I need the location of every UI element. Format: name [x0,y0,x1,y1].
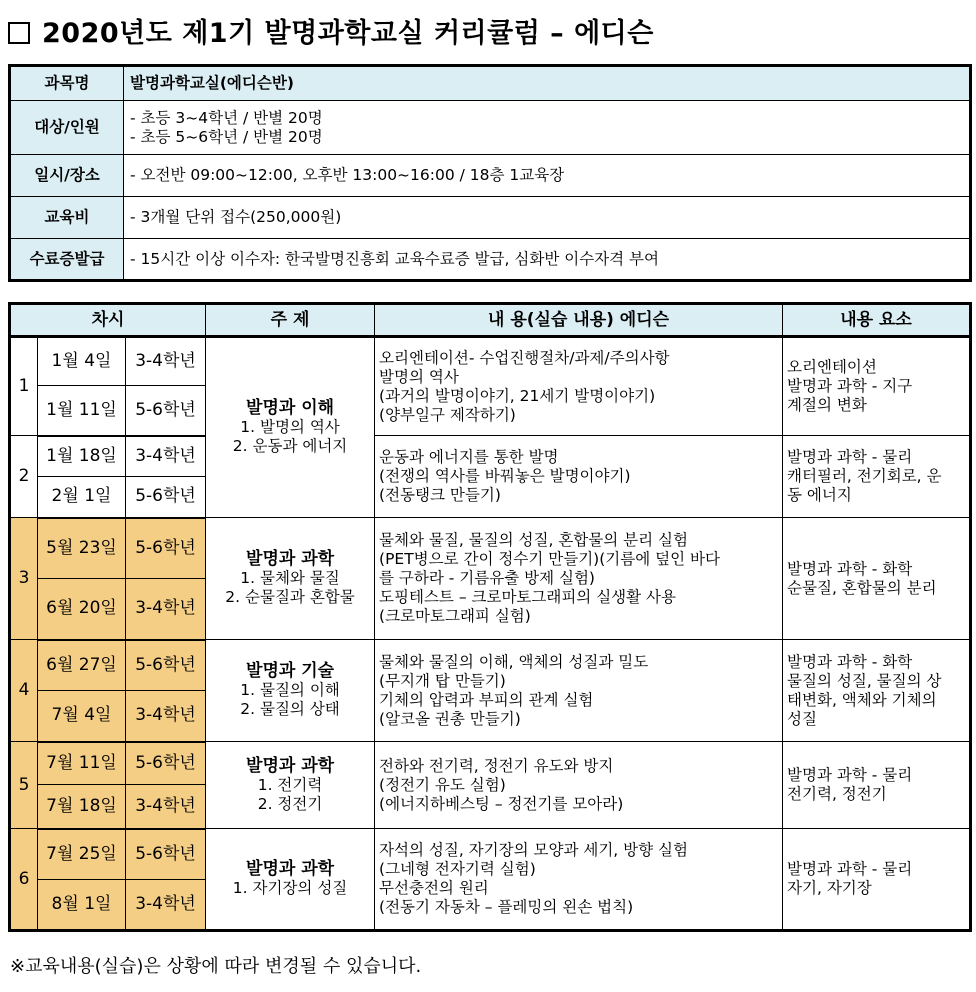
topic-line: 1. 전기력 [257,775,323,794]
session-number: 1 [10,337,38,436]
topic-cell [206,337,375,518]
content-line: 도핑테스트 – 크로마토그래피의 실생활 사용 [379,588,677,606]
element-line: 성질 [787,709,817,728]
topic-line: 1. 물체와 물질 [240,569,340,587]
content-cell [375,640,783,742]
element-line: 캐터필러, 전기회로, 운 [787,467,942,485]
session-grade: 3-4학년 [126,579,206,640]
content-line: (크로마토그래피 실험) [379,607,531,625]
header-session: 차시 [10,304,206,337]
element-line: 발명과 과학 - 화학 [787,652,913,671]
topic-cell [206,742,375,829]
elements-cell [783,337,971,436]
footnote: ※교육내용(실습)은 상황에 따라 변경될 수 있습니다. [10,956,422,977]
page-title-text: 2020년도 제1기 발명과학교실 커리큘럼 – 에디슨 [42,18,654,49]
topic-title: 발명과 과학 [246,549,335,569]
fee-label: 교육비 [10,197,124,239]
table-row [10,518,971,579]
element-line: 발명과 과학 - 물리 [787,448,913,466]
element-line: 오리엔테이션 [787,358,877,376]
topic-cell [206,640,375,742]
topic-line: 1. 물질의 이해 [240,681,340,699]
element-line: 전기력, 정전기 [787,785,887,803]
cert-row [10,239,971,281]
content-line: 기체의 압력과 부피의 관계 실험 [379,690,594,709]
session-grade: 5-6학년 [126,518,206,579]
element-line: 자기, 자기장 [787,879,872,897]
topic-line: 2. 물질의 상태 [240,700,340,718]
content-line: 오리엔테이션- 수업진행절차/과제/주의사항 [379,348,670,367]
elements-cell [783,640,971,742]
session-number: 5 [10,742,38,829]
session-grade: 3-4학년 [126,436,206,477]
subject-row [10,66,971,101]
session-date: 5월 23일 [38,518,126,579]
content-cell [375,829,783,931]
subject-label: 과목명 [10,66,124,101]
topic-title: 발명과 기술 [246,661,335,681]
target-label: 대상/인원 [10,101,124,155]
content-cell [375,518,783,640]
table-row [10,742,971,785]
content-line: (전쟁의 역사를 바꿔놓은 발명이야기) [379,467,631,485]
topic-title: 발명과 이해 [246,398,335,418]
session-number: 2 [10,436,38,518]
session-date: 1월 18일 [38,436,126,477]
session-date: 6월 27일 [38,640,126,691]
session-number: 6 [10,829,38,931]
element-line: 동 에너지 [787,486,852,504]
content-line: (정전기 유도 실험) [379,775,506,794]
session-grade: 5-6학년 [126,829,206,880]
content-line: 발명의 역사 [379,367,459,386]
session-date: 7월 18일 [38,785,126,829]
session-date: 1월 4일 [38,337,126,386]
fee-row [10,197,971,239]
elements-cell [783,436,971,518]
schedule-row [10,155,971,197]
topic-line: 1. 자기장의 성질 [232,879,348,897]
target-line: - 초등 3~4학년 / 반별 20명 [130,108,323,127]
header-content: 내 용(실습 내용) 에디슨 [375,304,783,337]
schedule-value: - 오전반 09:00~12:00, 오후반 13:00~16:00 / 18층 1교육장 [124,155,971,197]
content-line: 무선충전의 원리 [379,879,489,897]
content-line: (에너지하베스팅 – 정전기를 모아라) [379,794,624,813]
topic-line: 2. 정전기 [257,794,323,813]
curriculum-table [8,302,972,932]
target-value [124,101,971,155]
header-topic: 주 제 [206,304,375,337]
session-date: 2월 1일 [38,477,126,518]
content-line: 물체와 물질, 물질의 성질, 혼합물의 분리 실험 [379,531,688,549]
table-row [10,640,971,691]
session-grade: 5-6학년 [126,640,206,691]
checkbox-square-icon [8,22,30,44]
content-line: (무지개 탑 만들기) [379,671,506,690]
table-row [10,337,971,386]
target-line: - 초등 5~6학년 / 반별 20명 [130,127,323,146]
topic-line: 1. 발명의 역사 [240,418,340,436]
subject-value: 발명과학교실(에디슨반) [124,66,971,101]
cert-value: - 15시간 이상 이수자: 한국발명진흥회 교육수료증 발급, 심화반 이수자격 부여 [124,239,971,281]
topic-title: 발명과 과학 [246,859,335,879]
header-elements: 내용 요소 [783,304,971,337]
table-row [10,829,971,880]
element-line: 발명과 과학 - 화학 [787,559,913,578]
session-date: 8월 1일 [38,880,126,931]
content-line: (PET병으로 간이 정수기 만들기)(기름에 덮인 바다 [379,550,720,568]
session-grade: 3-4학년 [126,691,206,742]
content-line: 운동과 에너지를 통한 발명 [379,448,559,466]
elements-cell [783,829,971,931]
topic-cell [206,518,375,640]
content-cell [375,436,783,518]
content-line: (알코올 권총 만들기) [379,709,521,728]
content-cell [375,337,783,436]
topic-line: 2. 운동과 에너지 [232,437,348,455]
target-row [10,101,971,155]
elements-cell [783,518,971,640]
content-line: (그네형 전자기력 실험) [379,860,536,878]
cert-label: 수료증발급 [10,239,124,281]
session-grade: 5-6학년 [126,742,206,785]
topic-title: 발명과 과학 [246,755,335,776]
session-date: 6월 20일 [38,579,126,640]
topic-cell [206,829,375,931]
content-line: (양부일구 제작하기) [379,405,516,424]
page-title [8,12,654,56]
content-line: (전동기 자동차 – 플레밍의 왼손 법칙) [379,898,634,916]
element-line: 순물질, 혼합물의 분리 [787,578,937,597]
fee-value: - 3개월 단위 접수(250,000원) [124,197,971,239]
content-line: 를 구하라 - 기름유출 방제 실험) [379,569,595,587]
schedule-label: 일시/장소 [10,155,124,197]
element-line: 발명과 과학 - 물리 [787,860,913,878]
session-grade: 5-6학년 [126,477,206,518]
session-grade: 3-4학년 [126,337,206,386]
course-info-table [8,64,972,282]
element-line: 발명과 과학 - 물리 [787,766,913,784]
content-line: (과거의 발명이야기, 21세기 발명이야기) [379,386,656,405]
table-row [10,436,971,477]
elements-cell [783,742,971,829]
session-date: 7월 25일 [38,829,126,880]
element-line: 물질의 성질, 물질의 상 [787,671,942,690]
content-line: 자석의 성질, 자기장의 모양과 세기, 방향 실험 [379,841,688,859]
content-line: 물체와 물질의 이해, 액체의 성질과 밀도 [379,652,649,671]
session-grade: 3-4학년 [126,880,206,931]
content-line: (전동탱크 만들기) [379,486,501,504]
session-date: 7월 4일 [38,691,126,742]
curriculum-header-row [10,304,971,337]
session-date: 1월 11일 [38,386,126,436]
topic-line: 2. 순물질과 혼합물 [225,588,355,606]
session-number: 4 [10,640,38,742]
session-grade: 3-4학년 [126,785,206,829]
element-line: 계절의 변화 [787,396,867,414]
session-date: 7월 11일 [38,742,126,785]
session-grade: 5-6학년 [126,386,206,436]
content-cell [375,742,783,829]
session-number: 3 [10,518,38,640]
content-line: 전하와 전기력, 정전기 유도와 방지 [379,756,614,775]
element-line: 발명과 과학 - 지구 [787,377,913,395]
element-line: 태변화, 액체와 기체의 [787,690,937,709]
